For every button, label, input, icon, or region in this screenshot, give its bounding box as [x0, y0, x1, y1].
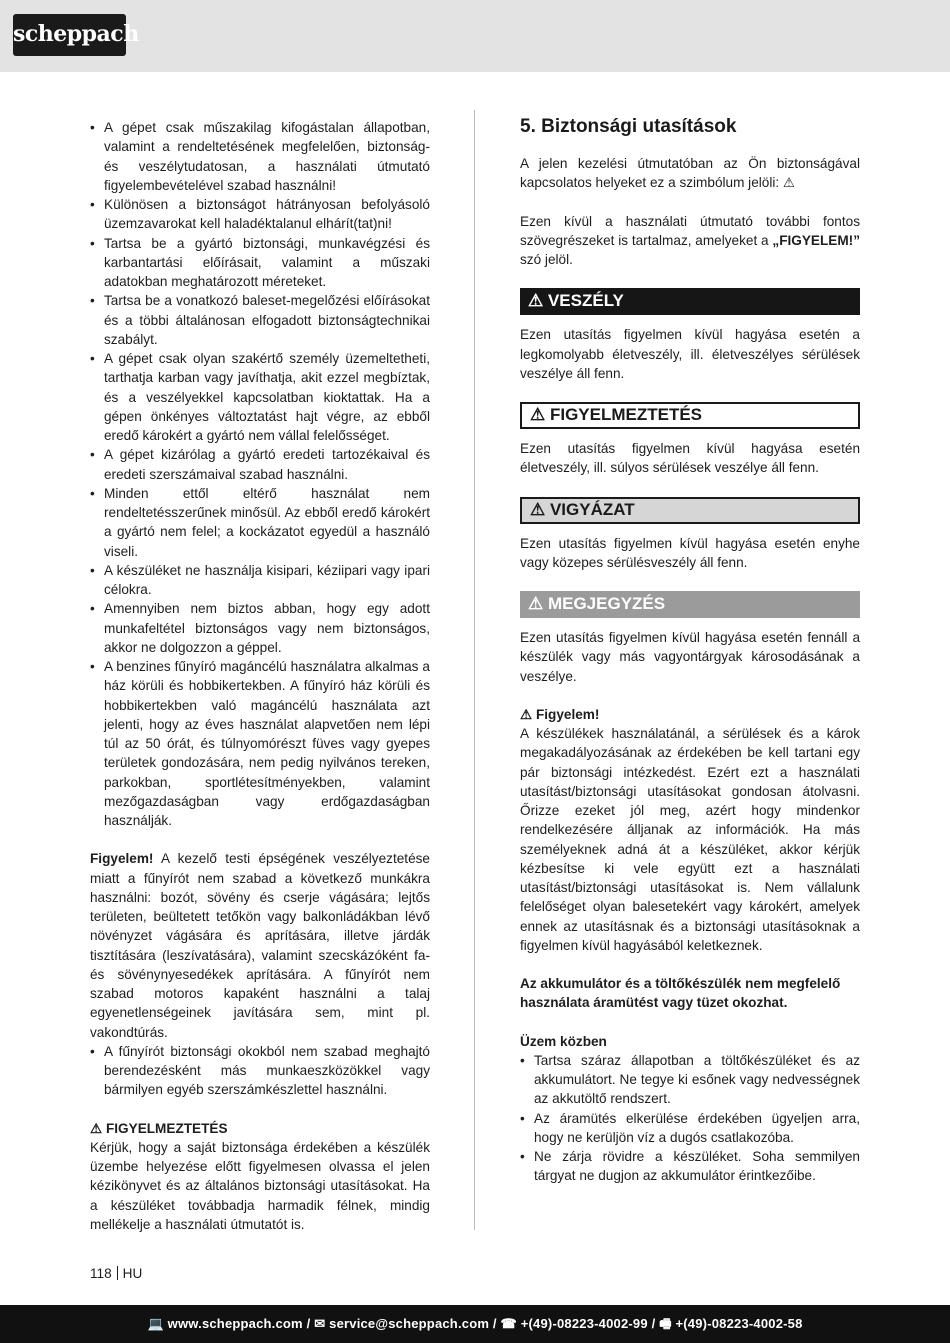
- list-item: • A gépet kizárólag a gyártó eredeti tartozékaival és eredeti szerszámaival szabad használni.: [90, 445, 430, 484]
- warning-heading: ⚠ FIGYELMEZTETÉS: [90, 1120, 228, 1136]
- warning-triangle-icon: ⚠: [90, 1120, 103, 1136]
- attention-text: A kezelő testi épségének veszélyeztetése miatt a fűnyírót nem szabad a következő munkákra használni: bozót, sövény és cserje vágására; lejtős területen, beültetett tetőkön vagy balkonládákban lévő növényzet vágására és aprítására, illetve járdák tisztítására (leszívatására), valamint szecskázóként fa- és sövénynyesedékek aprítására. A fűnyírót nem szabad motoros kapaként használni a talaj egyenetlenségeinek javítására sem, mint pl. vakondtúrás.: [90, 851, 430, 1040]
- section-title: 5. Biztonsági utasítások: [520, 116, 737, 137]
- attention-heading: ⚠ Figyelem!: [520, 706, 600, 722]
- note-label-box: ⚠ MEGJEGYZÉS: [520, 591, 860, 618]
- operation-list: [520, 1051, 860, 1186]
- note-text: Ezen utasítás figyelmen kívül hagyása esetén fennáll a készülék vagy más vagyontárgyak károsodásának a veszélye.: [520, 630, 860, 684]
- list-item: • Ne zárja rövidre a készüléket. Soha semmilyen tárgyat ne dugjon az akkumulátor érintkezőibe.: [520, 1147, 860, 1186]
- footer-bar: [0, 1305, 950, 1343]
- intro-paragraph: A jelen kezelési útmutatóban az Ön biztonságával kapcsolatos helyeket ez a szimbólum jelöli: ⚠: [520, 156, 860, 191]
- list-item: • A gépet csak olyan szakértő személy üzemeltetheti, tarthatja karban vagy javíthatja, akit ezzel megbíztak, és a veszélyekkel kapcsolatban kioktattak. Ha a gépen önkényes változtatást hajt végre, az ebből eredő károkért a gyártó nem vállal felelősséget.: [90, 349, 430, 445]
- drive-rule-list: [90, 1042, 430, 1100]
- warning-label-box: ⚠ FIGYELMEZTETÉS: [520, 402, 860, 429]
- list-item: • Különösen a biztonságot hátrányosan befolyásoló üzemzavarokat kell haladéktalanul elhárít(tat)ni!: [90, 195, 430, 234]
- list-item: • Amennyiben nem biztos abban, hogy egy adott munkafeltétel biztonságos vagy nem biztonságos, akkor ne dolgozzon a géppel.: [90, 599, 430, 657]
- danger-text: Ezen utasítás figyelmen kívül hagyása esetén a legkomolyabb életveszély, ill. életveszélyes sérülések veszélye áll fenn.: [520, 327, 860, 381]
- right-column: [520, 118, 860, 1186]
- caution-text: Ezen utasítás figyelmen kívül hagyása esetén enyhe vagy közepes sérülésveszély áll fenn.: [520, 535, 860, 570]
- column-divider: [474, 110, 475, 1230]
- header-bar: [0, 0, 950, 72]
- list-item: • A fűnyírót biztonsági okokból nem szabad meghajtó berendezésként más munkaeszközökkel vagy bármilyen egyéb szerszámkészlettel használni.: [90, 1042, 430, 1100]
- list-item: • Tartsa be a vonatkozó baleset-megelőzési előírásokat és a többi általánosan elfogadott biztonságtechnikai szabályt.: [90, 291, 430, 349]
- contact-info: 💻 www.scheppach.com / ✉ service@scheppach.com / ☎ +(49)-08223-4002-99 / 🖷 +(49)-08223-4002-58: [147, 1316, 803, 1331]
- list-item: • Tartsa be a gyártó biztonsági, munkavégzési és karbantartási előírásait, valamint a műszaki adatokban meghatározott méreteket.: [90, 234, 430, 292]
- warning-text: Ezen utasítás figyelmen kívül hagyása esetén életveszély, ill. súlyos sérülések veszélye áll fenn.: [520, 441, 860, 476]
- attention-text: A készülékek használatánál, a sérülések és a károk megakadályozásának az érdekében be kell tartani egy pár biztonsági intézkedést. Ezért ezt a használati utasítást/biztonsági utasításokat gondosan átolvasni. Őrizze ezeket jól meg, azért hogy mindenkor rendelkezésére álljanak az információk. Ha más személyeknek adná át a készüléket, akkor kérjük kézbesítse ki vele együtt ezt a használati utasítást/biztonsági utasításokat is. Nem vállalunk felelőséget olyan balesetekért vagy károkért, amelyek ennek az utasításnak és a biztonsági utasításoknak a figyelmen kívül hagyásából keletkeznek.: [520, 726, 860, 953]
- list-item: • A benzines fűnyíró magáncélú használatra alkalmas a ház körüli és hobbikertekben. A fűnyíró ház körüli és hobbikertekben való magáncélú használata azt jelenti, hogy az éves használat alapvetően nem lépi túl az 50 órát, és túlnyomórészt füves vagy gyepes területek gondozására, nem pedig nyilvános tereken, parkokban, sportlétesítményekben, valamint mezőgazdaságban vagy erdőgazdaságban használják.: [90, 657, 430, 830]
- attention-paragraph: [90, 849, 430, 1042]
- list-item: • A készüléket ne használja kisipari, kéziipari vagy ipari célokra.: [90, 561, 430, 600]
- page-number: 118 HU: [90, 1266, 143, 1281]
- list-item: • Az áramütés elkerülése érdekében ügyeljen arra, hogy ne kerüljön víz a dugós csatlakozóba.: [520, 1109, 860, 1148]
- warning-text: Kérjük, hogy a saját biztonsága érdekében a készülék üzembe helyezése előtt figyelmesen olvassa el jelen kézikönyvet és az általános biztonsági utasításokat. Ha a készüléket továbbadja harmadik félnek, mindig mellékelje a használati útmutatót is.: [90, 1139, 430, 1232]
- left-column: [90, 118, 430, 1234]
- caution-label-box: ⚠ VIGYÁZAT: [520, 497, 860, 524]
- list-item: • A gépet csak műszakilag kifogástalan állapotban, valamint a rendeltetésének megfelelően, biztonság- és veszélytudatosan, a használati útmutató figyelembevételével szabad használni!: [90, 118, 430, 195]
- list-item: • Tartsa száraz állapotban a töltőkészüléket és az akkumulátort. Ne tegye ki esőnek vagy nedvességnek az akkutöltő rendszert.: [520, 1051, 860, 1109]
- usage-rules-list: [90, 118, 430, 830]
- battery-heading: Az akkumulátor és a töltőkészülék nem megfelelő használata áramütést vagy tüzet okozhat.: [520, 976, 841, 1011]
- attention-label: Figyelem!: [90, 851, 154, 867]
- danger-label-box: ⚠ VESZÉLY: [520, 288, 860, 315]
- scheppach-logo: scheppach: [13, 14, 126, 56]
- operation-heading: Üzem közben: [520, 1033, 607, 1049]
- intro-paragraph-2: Ezen kívül a használati útmutató további fontos szövegrészeket is tartalmaz, amelyeket a „FIGYELEM!” szó jelöl.: [520, 213, 860, 267]
- list-item: • Minden ettől eltérő használat nem rendeltetésszerűnek minősül. Az ebből eredő károkért a gyártó nem felel; a kockázatot egyedül a használó viseli.: [90, 484, 430, 561]
